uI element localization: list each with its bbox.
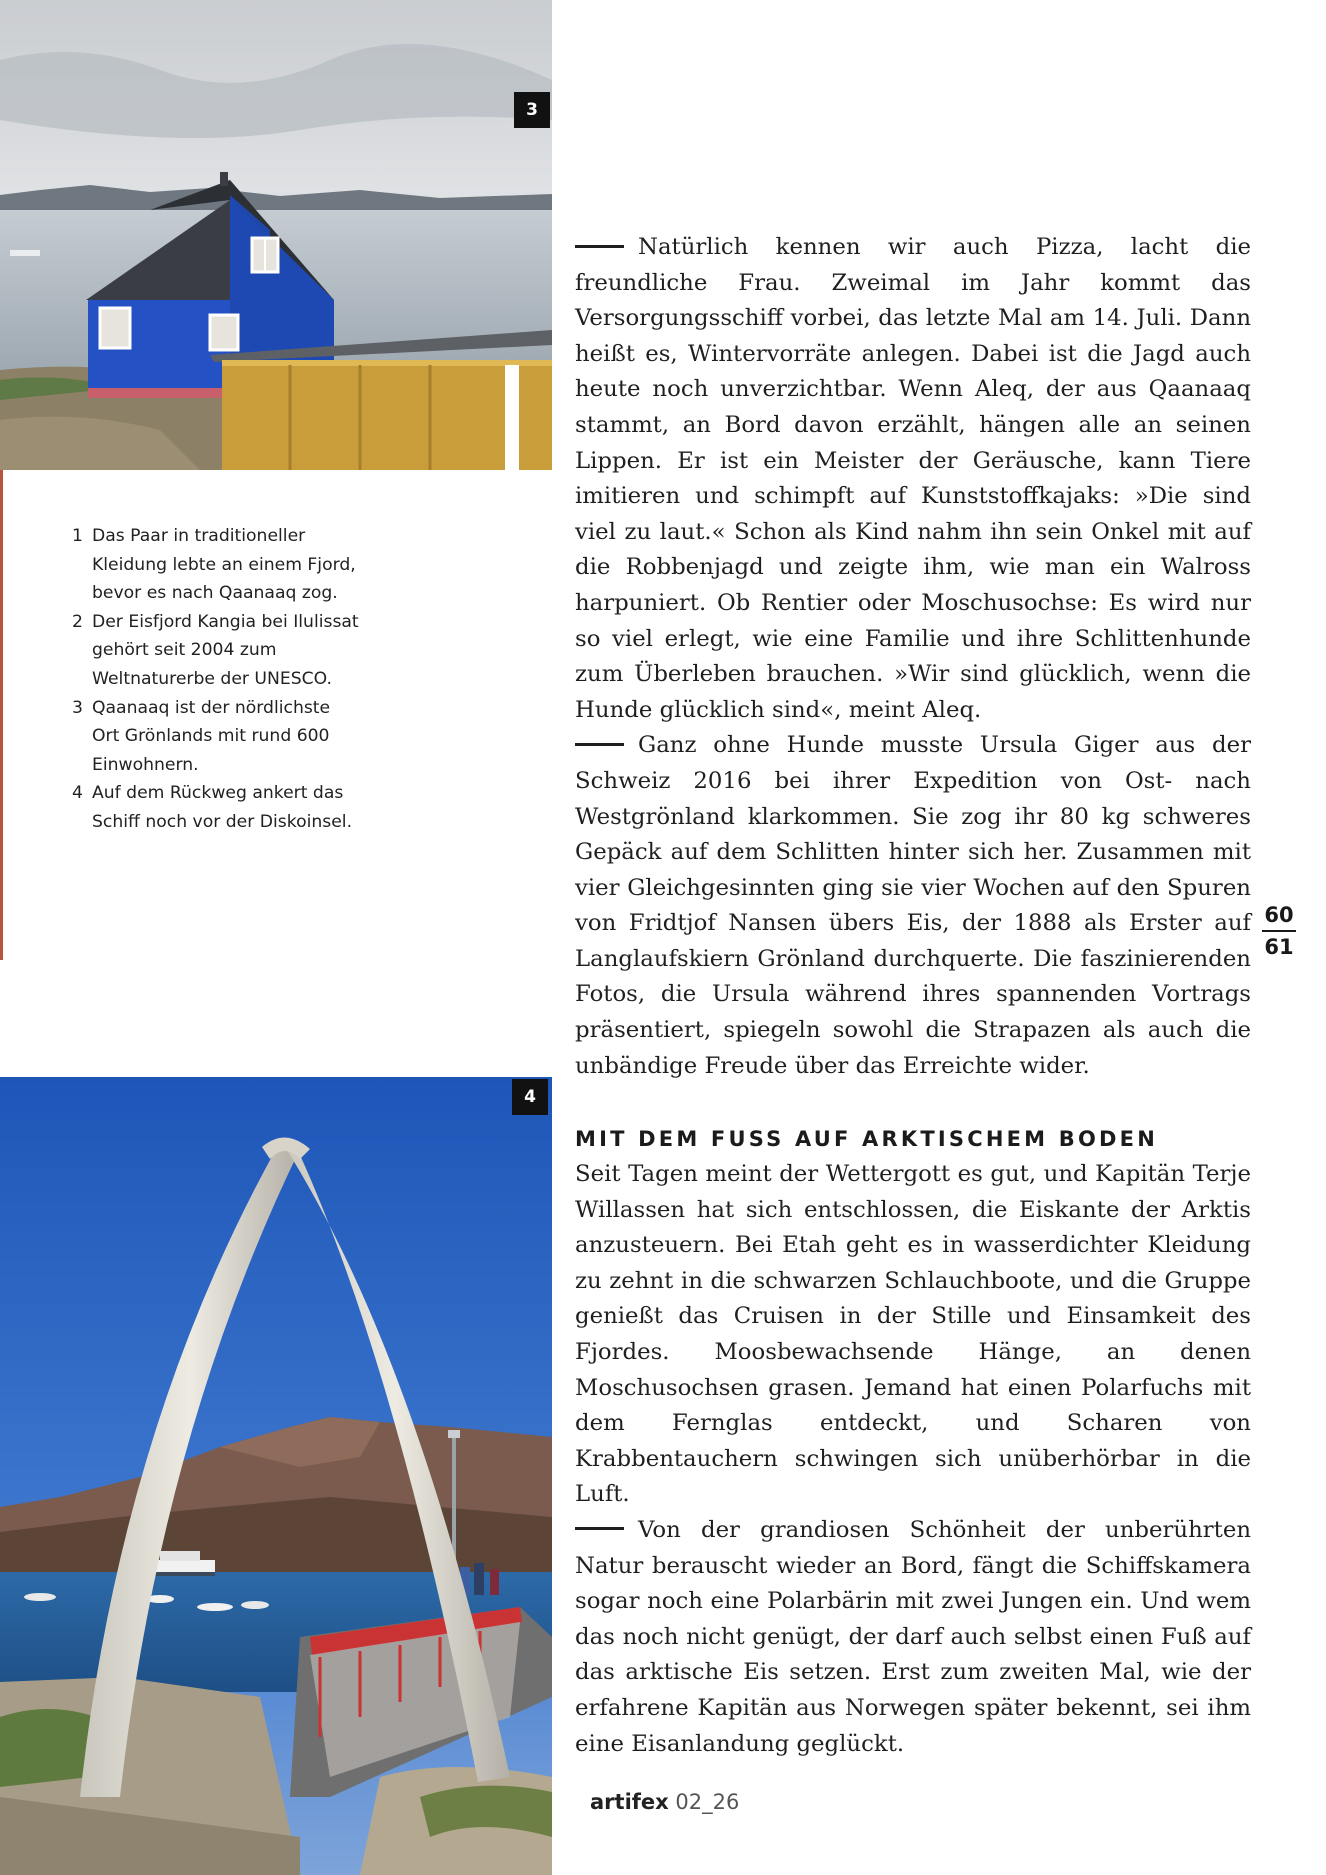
photo-whalebone-image xyxy=(0,1077,552,1875)
photo-whalebone-arch xyxy=(0,1077,552,1875)
caption-item xyxy=(72,694,362,780)
article-paragraph xyxy=(575,1513,1251,1762)
caption-number: 3 xyxy=(72,697,83,718)
photo-qaanaaq-blue-house xyxy=(0,0,552,470)
caption-number: 1 xyxy=(72,526,83,546)
photo-number-badge: 3 xyxy=(514,92,550,128)
caption-text: Der Eisfjord Kangia bei Ilulissat gehört seit 2004 zum Weltnaturerbe der UNESCO. xyxy=(92,611,359,689)
paragraph-text: Ganz ohne Hunde musste Ursula Giger aus der Schweiz 2016 bei ihrer Expedition von Ost- nach Westgrönland klarkommen. Sie zog ihr 80 kg schweres Gepäck auf dem Schlitten hinter sich her. Zusammen mit vier Gleichgesinnten ging sie vier Wochen auf den Spuren von Fridtjof Nansen übers Eis, der 1888 als Erster auf Langlaufskiern Grönland durchquerte. Die faszinierenden Fotos, die Ursula während ihres spannenden Vortrags präsentiert, spiegeln sowohl die Strapazen als auch die unbändige Freude über das Erreichte wider. xyxy=(575,732,1251,1079)
magazine-footer xyxy=(590,1790,739,1814)
caption-text: Das Paar in traditioneller Kleidung lebte an einem Fjord, bevor es nach Qaanaaq zog. xyxy=(92,526,356,604)
page-number-right: 61 xyxy=(1264,935,1294,959)
paragraph-text: Natürlich kennen wir auch Pizza, lacht die freundliche Frau. Zweimal im Jahr kommt das Versorgungsschiff vorbei, das letzte Mal am 14. Juli. Dann heißt es, Wintervorräte anlegen. Dabei ist die Jagd auch heute noch unverzichtbar. Wenn Aleq, der aus Qaanaaq stammt, an Bord davon erzählt, hängen alle an seinen Lippen. Er ist ein Meister der Geräusche, kann Tiere imitieren und schimpft auf Kunststoffkajaks: »Die sind viel zu laut.« Schon als Kind nahm ihn sein Onkel mit auf die Robbenjagd und zeigte ihm, wie man ein Walross harpuniert. Ob Rentier oder Moschusochse: Es wird nur so viel erlegt, wie eine Familie und ihre Schlittenhunde zum Überleben brauchen. »Wir sind glücklich, wenn die Hunde glücklich sind«, meint Aleq. xyxy=(575,234,1251,723)
adjacent-page-edge xyxy=(0,470,3,960)
paragraph-dash xyxy=(575,245,624,248)
caption-number: 2 xyxy=(72,611,83,632)
caption-item xyxy=(72,608,362,694)
paragraph-text: Seit Tagen meint der Wettergott es gut, und Kapitän Terje Willassen hat sich entschlossen, die Eiskante der Arktis anzusteuern. Bei Etah geht es in wasserdichter Kleidung zu zehnt in die schwarzen Schlauchboote, und die Gruppe genießt das Cruisen in der Stille und Einsamkeit des Fjordes. Moosbewachsende Hänge, an denen Moschusochsen grasen. Jemand hat einen Polarfuchs mit dem Fernglas entdeckt, und Scharen von Krabbentauchern schwingen sich unüberhörbar in die Luft. xyxy=(575,1161,1251,1508)
article-paragraph xyxy=(575,230,1251,728)
magazine-issue: 02_26 xyxy=(675,1790,740,1814)
photo-qaanaaq-image xyxy=(0,0,552,470)
photo-captions xyxy=(72,522,362,837)
photo-number-badge: 4 xyxy=(512,1079,548,1115)
article-column-lower xyxy=(575,1121,1251,1762)
caption-item xyxy=(72,522,362,608)
article-paragraph xyxy=(575,728,1251,1084)
paragraph-dash xyxy=(575,743,624,746)
article-column-upper xyxy=(575,230,1251,1084)
caption-text: Qaanaaq ist der nördlichste Ort Grönlands mit rund 600 Einwohnern. xyxy=(92,697,331,775)
magazine-brand: artifex xyxy=(590,1790,669,1814)
page-number-divider xyxy=(1262,930,1296,932)
section-heading: MIT DEM FUSS AUF ARKTISCHEM BODEN xyxy=(575,1127,1158,1151)
page-number-left: 60 xyxy=(1264,903,1294,927)
page-numbers xyxy=(1258,902,1300,960)
paragraph-text: Von der grandiosen Schönheit der unberührten Natur berauscht wieder an Bord, fängt die Schiffskamera sogar noch eine Polarbärin mit zwei Jungen ein. Und wem das noch nicht genügt, der darf auch selbst einen Fuß auf das arktische Eis setzen. Erst zum zweiten Mal, wie der erfahrene Kapitän aus Norwegen später bekennt, sei ihm eine Eisanlandung geglückt. xyxy=(575,1516,1251,1757)
caption-item xyxy=(72,779,362,836)
paragraph-dash xyxy=(575,1527,624,1530)
caption-number: 4 xyxy=(72,783,83,804)
caption-text: Auf dem Rückweg ankert das Schiff noch vor der Diskoinsel. xyxy=(92,783,353,832)
article-paragraph xyxy=(575,1157,1251,1513)
